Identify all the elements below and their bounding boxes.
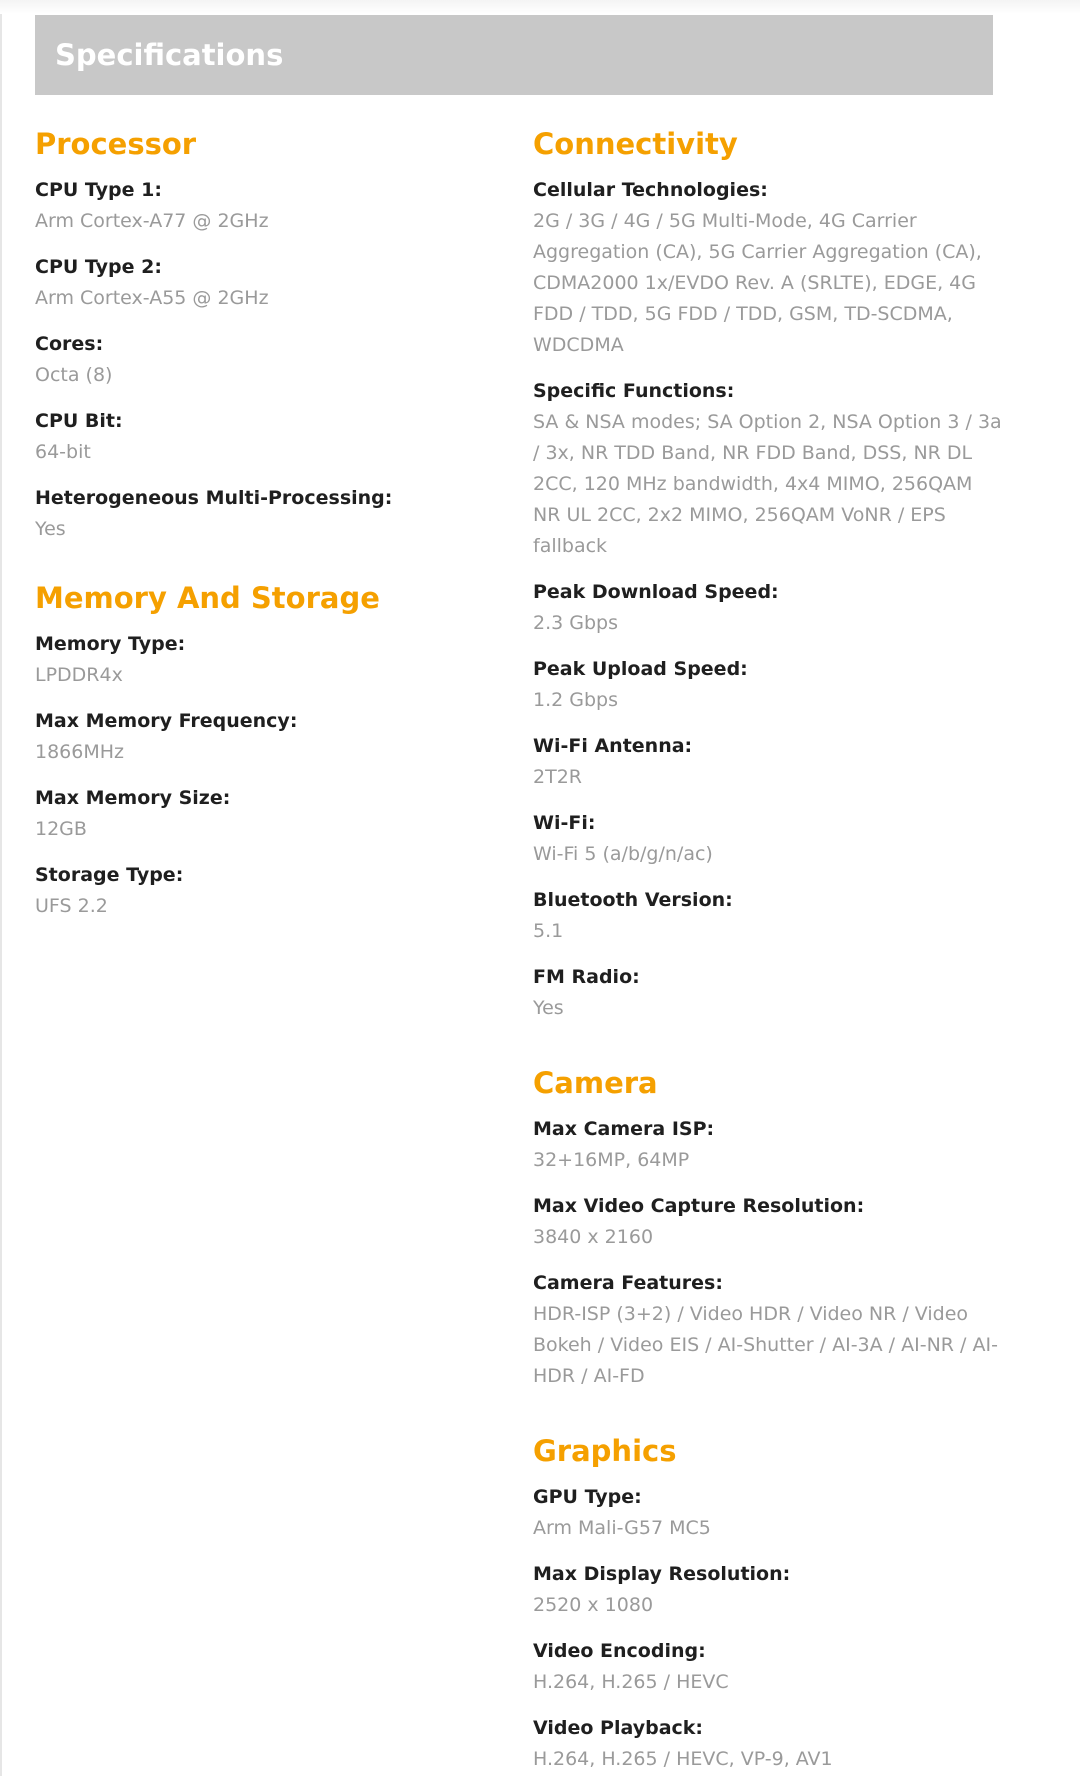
spec-item xyxy=(533,962,1003,1024)
spec-item xyxy=(533,1114,1003,1176)
spec-label: Wi-Fi: xyxy=(533,812,596,834)
spec-value: Octa (8) xyxy=(35,364,113,386)
spec-label: Video Encoding: xyxy=(533,1640,706,1662)
spec-item xyxy=(533,175,1003,361)
spec-item xyxy=(35,860,495,922)
spec-item xyxy=(35,483,495,545)
spec-item xyxy=(35,252,495,314)
spec-value: 1866MHz xyxy=(35,741,125,763)
spec-label: Bluetooth Version: xyxy=(533,889,733,911)
spec-label: CPU Bit: xyxy=(35,410,123,432)
spec-item xyxy=(533,808,1003,870)
top-fade xyxy=(0,0,1080,14)
spec-value: 2T2R xyxy=(533,766,582,788)
spec-label: CPU Type 1: xyxy=(35,179,162,201)
spec-item xyxy=(35,706,495,768)
spec-item xyxy=(533,376,1003,562)
spec-label: Heterogeneous Multi-Processing: xyxy=(35,487,393,509)
spec-value: 12GB xyxy=(35,818,87,840)
spec-label: Cores: xyxy=(35,333,104,355)
spec-label: Video Playback: xyxy=(533,1717,704,1739)
spec-value: 2.3 Gbps xyxy=(533,612,618,634)
section-title: Connectivity xyxy=(533,127,738,161)
right-column xyxy=(533,110,1003,1790)
spec-label: Max Video Capture Resolution: xyxy=(533,1195,865,1217)
spec-value: UFS 2.2 xyxy=(35,895,108,917)
section-title: Processor xyxy=(35,127,197,161)
section-title: Camera xyxy=(533,1066,658,1100)
spec-label: Max Memory Size: xyxy=(35,787,231,809)
spec-item xyxy=(533,1559,1003,1621)
spec-label: FM Radio: xyxy=(533,966,640,988)
spec-item xyxy=(533,654,1003,716)
section-processor xyxy=(35,123,495,545)
spec-item xyxy=(533,1636,1003,1698)
spec-item xyxy=(35,783,495,845)
spec-item xyxy=(533,1268,1003,1392)
spec-item xyxy=(533,1191,1003,1253)
spec-label: CPU Type 2: xyxy=(35,256,162,278)
spec-label: Max Memory Frequency: xyxy=(35,710,298,732)
spec-value: 2G / 3G / 4G / 5G Multi-Mode, 4G Carrier Aggregation (CA), 5G Carrier Aggregation (CA), CDMA2000 1x/EVDO Rev. A (SRLTE), EDGE, 4G FDD / TDD, 5G FDD / TDD, GSM, TD-SCDMA, WDCDMA xyxy=(533,210,982,356)
spec-item xyxy=(533,885,1003,947)
spec-item xyxy=(35,629,495,691)
spec-value: Arm Mali-G57 MC5 xyxy=(533,1517,711,1539)
spec-label: Max Camera ISP: xyxy=(533,1118,715,1140)
spec-label: Peak Download Speed: xyxy=(533,581,779,603)
spec-value: 5.1 xyxy=(533,920,564,942)
section-title: Graphics xyxy=(533,1434,677,1468)
spec-value: 64-bit xyxy=(35,441,91,463)
spec-label: Peak Upload Speed: xyxy=(533,658,748,680)
page-edge xyxy=(0,0,2,1776)
section-memory-and-storage xyxy=(35,577,495,922)
spec-value: 3840 x 2160 xyxy=(533,1226,654,1248)
spec-item xyxy=(35,175,495,237)
left-column xyxy=(35,110,495,937)
spec-item xyxy=(533,1482,1003,1544)
spec-value: 32+16MP, 64MP xyxy=(533,1149,690,1171)
specifications-header xyxy=(35,15,993,95)
section-camera xyxy=(533,1062,1003,1392)
spec-item xyxy=(35,406,495,468)
spec-value: Arm Cortex-A77 @ 2GHz xyxy=(35,210,269,232)
spec-value: HDR-ISP (3+2) / Video HDR / Video NR / Video Bokeh / Video EIS / AI-Shutter / AI-3A / AI-NR / AI-HDR / AI-FD xyxy=(533,1303,998,1387)
section-graphics xyxy=(533,1430,1003,1775)
spec-value: SA & NSA modes; SA Option 2, NSA Option 3 / 3a / 3x, NR TDD Band, NR FDD Band, DSS, NR DL 2CC, 120 MHz bandwidth, 4x4 MIMO, 256QAM NR UL 2CC, 2x2 MIMO, 256QAM VoNR / EPS fallback xyxy=(533,411,1002,557)
spec-label: Camera Features: xyxy=(533,1272,723,1294)
spec-item xyxy=(533,1713,1003,1775)
spec-label: Cellular Technologies: xyxy=(533,179,768,201)
spec-value: H.264, H.265 / HEVC xyxy=(533,1671,729,1693)
spec-label: Wi-Fi Antenna: xyxy=(533,735,693,757)
spec-value: H.264, H.265 / HEVC, VP-9, AV1 xyxy=(533,1748,833,1770)
spec-label: Storage Type: xyxy=(35,864,184,886)
spec-value: Wi-Fi 5 (a/b/g/n/ac) xyxy=(533,843,713,865)
spec-value: Yes xyxy=(533,997,564,1019)
spec-item xyxy=(533,731,1003,793)
spec-item xyxy=(533,577,1003,639)
section-title: Memory And Storage xyxy=(35,581,380,615)
section-connectivity xyxy=(533,123,1003,1024)
spec-item xyxy=(35,329,495,391)
spec-value: Yes xyxy=(35,518,66,540)
spec-label: Memory Type: xyxy=(35,633,186,655)
spec-label: Specific Functions: xyxy=(533,380,735,402)
spec-value: 2520 x 1080 xyxy=(533,1594,654,1616)
spec-value: LPDDR4x xyxy=(35,664,123,686)
spec-label: GPU Type: xyxy=(533,1486,642,1508)
page-title: Specifications xyxy=(55,38,284,72)
spec-value: 1.2 Gbps xyxy=(533,689,618,711)
spec-value: Arm Cortex-A55 @ 2GHz xyxy=(35,287,269,309)
spec-label: Max Display Resolution: xyxy=(533,1563,791,1585)
